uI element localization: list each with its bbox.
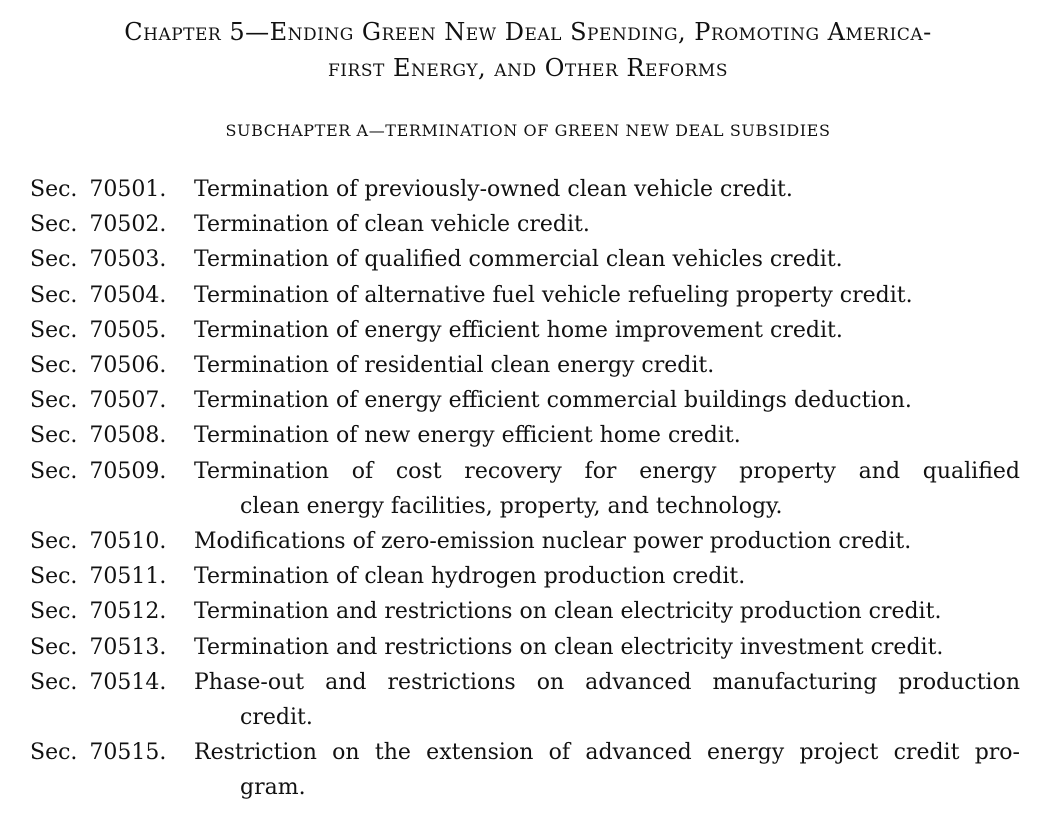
section-title-line-2: credit. [240, 705, 313, 731]
section-number: Sec. 70508. [30, 423, 167, 449]
toc-row-70506 [30, 348, 1020, 383]
section-number: Sec. 70504. [30, 282, 167, 308]
section-number: Sec. 70513. [30, 634, 167, 660]
section-title: Termination of alternative fuel vehicle refueling property credit. [194, 282, 913, 308]
toc-row-70511 [30, 559, 1020, 594]
toc-row-70504 [30, 278, 1020, 313]
toc-row-70501 [30, 172, 1020, 207]
section-title-line-1: Termination of cost recovery for energy property and qualified [194, 458, 1020, 484]
section-number: Sec. 70506. [30, 353, 167, 379]
chapter-title-line-2: first Energy, and Other Reforms [328, 54, 728, 82]
table-of-contents [30, 172, 1020, 806]
section-title-line-2: gram. [240, 775, 306, 801]
section-number: Sec. 70514. [30, 669, 167, 695]
section-title: Termination and restrictions on clean electricity investment credit. [194, 634, 944, 660]
section-number: Sec. 70510. [30, 529, 167, 555]
section-number: Sec. 70502. [30, 212, 167, 238]
section-number: Sec. 70509. [30, 458, 167, 484]
toc-row-70509 [30, 454, 1020, 524]
subchapter-title: SUBCHAPTER A—TERMINATION OF GREEN NEW DEAL SUBSIDIES [225, 121, 831, 140]
section-title: Termination of new energy efficient home credit. [194, 423, 741, 449]
section-title-line-1: Restriction on the extension of advanced energy project credit pro- [194, 740, 1020, 766]
toc-row-70510 [30, 524, 1020, 559]
section-number: Sec. 70503. [30, 247, 167, 273]
chapter-title-line-1: Chapter 5—Ending Green New Deal Spending, Promoting America- [124, 18, 932, 46]
section-title-line-2: clean energy facilities, property, and technology. [240, 493, 783, 519]
section-number: Sec. 70511. [30, 564, 167, 590]
toc-row-70512 [30, 594, 1020, 629]
toc-row-70515 [30, 735, 1020, 805]
section-number: Sec. 70515. [30, 740, 167, 766]
section-title [194, 665, 1020, 735]
section-title: Termination of energy efficient commercial buildings deduction. [194, 388, 912, 414]
toc-row-70513 [30, 630, 1020, 665]
section-title [194, 735, 1020, 805]
section-title [194, 454, 1020, 524]
toc-row-70505 [30, 313, 1020, 348]
toc-row-70514 [30, 665, 1020, 735]
section-number: Sec. 70505. [30, 317, 167, 343]
chapter-title [30, 14, 1026, 86]
section-number: Sec. 70512. [30, 599, 167, 625]
section-number: Sec. 70507. [30, 388, 167, 414]
toc-row-70508 [30, 418, 1020, 453]
section-title: Modifications of zero-emission nuclear power production credit. [194, 529, 912, 555]
section-title: Termination of previously-owned clean vehicle credit. [194, 177, 793, 202]
toc-row-70502 [30, 207, 1020, 242]
section-title: Termination of residential clean energy credit. [194, 353, 715, 379]
section-number: Sec. 70501. [30, 177, 167, 202]
toc-row-70507 [30, 383, 1020, 418]
section-title: Termination of energy efficient home improvement credit. [194, 317, 843, 343]
section-title-line-1: Phase-out and restrictions on advanced manufacturing production [194, 669, 1020, 695]
section-title: Termination and restrictions on clean electricity production credit. [194, 599, 942, 625]
section-title: Termination of clean vehicle credit. [194, 212, 590, 238]
section-title: Termination of qualified commercial clean vehicles credit. [194, 247, 843, 273]
toc-row-70503 [30, 242, 1020, 277]
section-title: Termination of clean hydrogen production credit. [194, 564, 746, 590]
